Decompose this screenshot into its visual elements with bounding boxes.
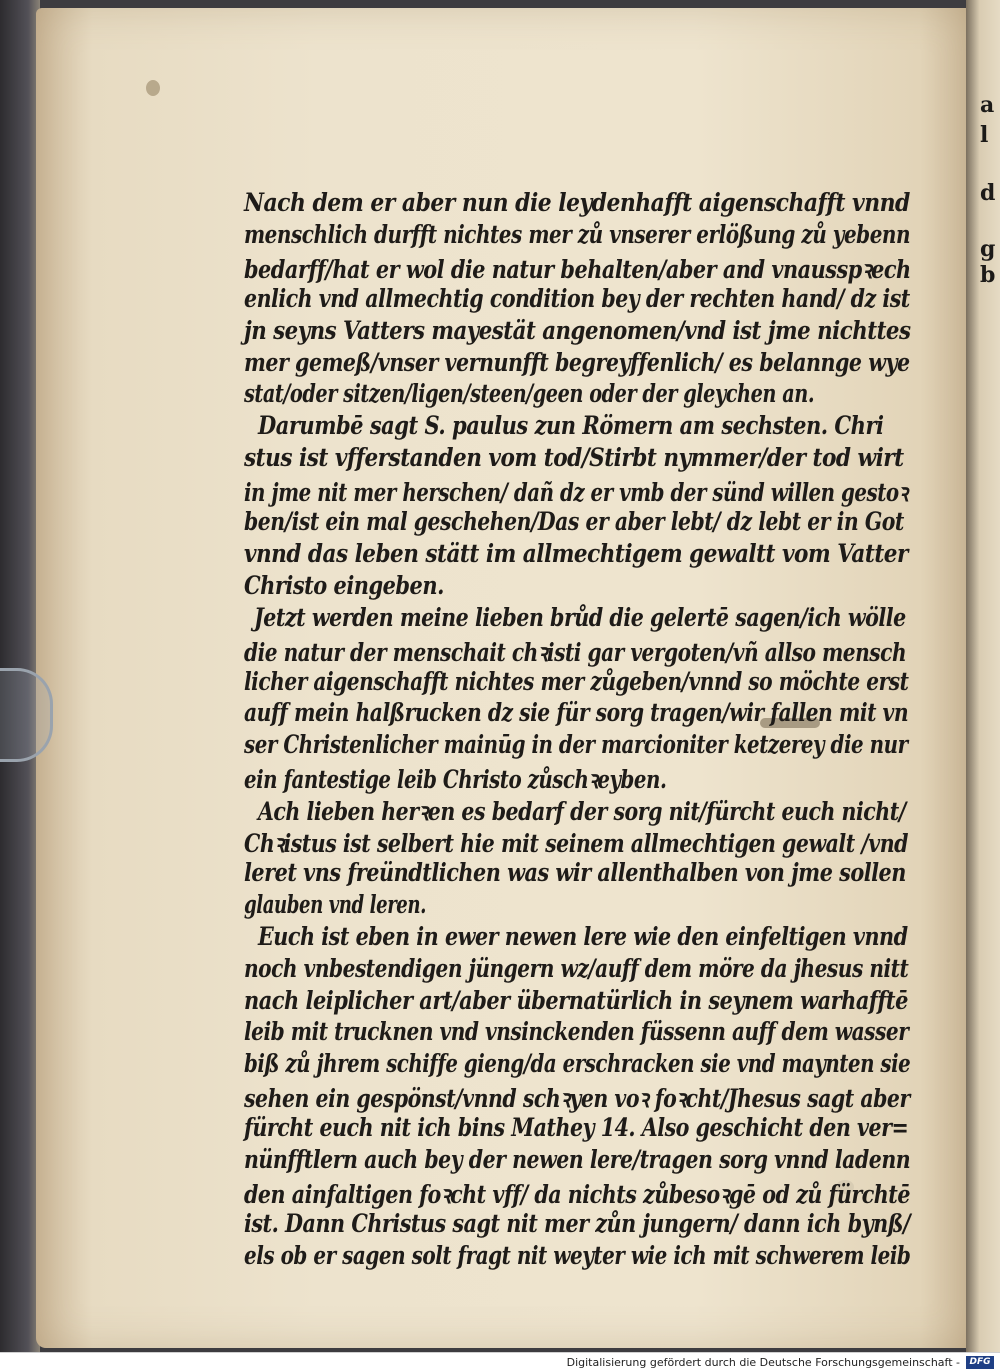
text-line: Euch ist eben in ewer newen lere wie den einfeltigen vnnd: [258, 921, 908, 951]
text-line: Jetzt werden meine lieben brůd die gelertē sagen/ich wölle: [254, 602, 906, 632]
text-line: stat/oder sitzen/ligen/steen/geen oder der gleychen an.: [244, 379, 815, 409]
adjacent-page-edge: [966, 0, 1000, 1352]
adjacent-page-fragment: g: [980, 236, 996, 262]
text-line: vnnd das leben stätt im allmechtigem gewaltt vom Vatter: [244, 538, 908, 568]
text-line: ein fantestige leib Christo zůschꝛeyben.: [244, 765, 667, 795]
dfg-logo: DFG: [966, 1356, 994, 1369]
text-line: Chꝛistus ist selbert hie mit seinem allmechtigen gewalt /vnd: [244, 829, 908, 858]
text-line: fürcht euch nit ich bins Mathey 14. Also geschicht den ver=: [244, 1113, 909, 1143]
page-clip: [0, 668, 53, 762]
adjacent-page-fragment: d: [980, 180, 996, 206]
text-line: Ach lieben herꝛen es bedarf der sorg nit/fürcht euch nicht/: [258, 797, 906, 827]
adjacent-page-fragment: l: [980, 122, 989, 148]
text-line: Nach dem er aber nun die leydenhafft aigenschafft vnnd: [244, 188, 910, 217]
text-line: Darumbē sagt S. paulus zun Römern am sechsten. Chri: [258, 411, 884, 441]
text-line: glauben vnd leren.: [244, 889, 427, 919]
footer-bar: [0, 1352, 1000, 1372]
text-line: ben/ist ein mal geschehen/Das er aber lebt/ dz lebt er in Got: [244, 507, 904, 536]
text-line: leret vns freündtlichen was wir allenthalben von jme sollen: [244, 857, 906, 887]
text-line: die natur der menschait chꝛisti gar vergoten/vñ allso mensch: [244, 637, 907, 667]
text-line: den ainfaltigen foꝛcht vff/ da nichts zůbesoꝛgē od zů fürchtē: [244, 1179, 910, 1209]
footer-credit: Digitalisierung gefördert durch die Deutsche Forschungsgemeinschaft -: [566, 1356, 960, 1369]
text-line: bedarff/hat er wol die natur behalten/aber and vnausspꝛech: [244, 254, 911, 284]
text-line: ist. Dann Christus sagt nit mer zůn jungern/ dann ich bynß/: [244, 1208, 911, 1238]
text-line: nünfftlern auch bey der newen lere/tragen sorg vnnd ladenn: [244, 1145, 911, 1174]
text-line: leib mit trucknen vnd vnsinckenden füssenn auff dem wasser: [244, 1017, 909, 1047]
text-line: nach leiplicher art/aber übernatürlich in seynem warhafftē: [244, 985, 908, 1015]
text-line: mer gemeß/vnser vernunfft begreyffenlich/ es belannge wye: [244, 347, 910, 377]
text-line: sehen ein gespönst/vnnd schꝛyen voꝛ foꝛcht/Jhesus sagt aber: [244, 1084, 910, 1114]
adjacent-page-fragment: a: [980, 92, 995, 118]
text-line: in jme nit mer herschen/ dañ dz er vmb der sünd willen gestoꝛ: [244, 478, 908, 508]
text-line: noch vnbestendigen jüngern wz/auff dem möre da jhesus nitt: [244, 953, 909, 983]
stain-spot: [146, 80, 160, 96]
text-line: ser Christenlicher mainūg in der marcioniter ketzerey die nur: [244, 730, 908, 760]
text-line: els ob er sagen solt fragt nit weyter wie ich mit schwerem leib: [244, 1240, 911, 1270]
text-line: jn seyns Vatters mayestät angenomen/vnd ist jme nichttes: [244, 315, 911, 345]
text-line: enlich vnd allmechtig condition bey der rechten hand/ dz ist: [244, 283, 910, 313]
text-line: Christo eingeben.: [244, 570, 444, 600]
text-line: licher aigenschafft nichtes mer zůgeben/vnnd so möchte erst: [244, 666, 909, 696]
text-line: stus ist vfferstanden vom tod/Stirbt nymmer/der tod wirt: [244, 443, 904, 473]
text-line: menschlich durfft nichtes mer zů vnserer erlößung zů yebenn: [244, 219, 911, 249]
text-line: auff mein halßrucken dz sie für sorg tragen/wir fallen mit vn: [244, 698, 909, 728]
text-line: biß zů jhrem schiffe gieng/da erschracken sie vnd maynten sie: [244, 1049, 911, 1079]
adjacent-page-fragment: b: [980, 262, 996, 288]
